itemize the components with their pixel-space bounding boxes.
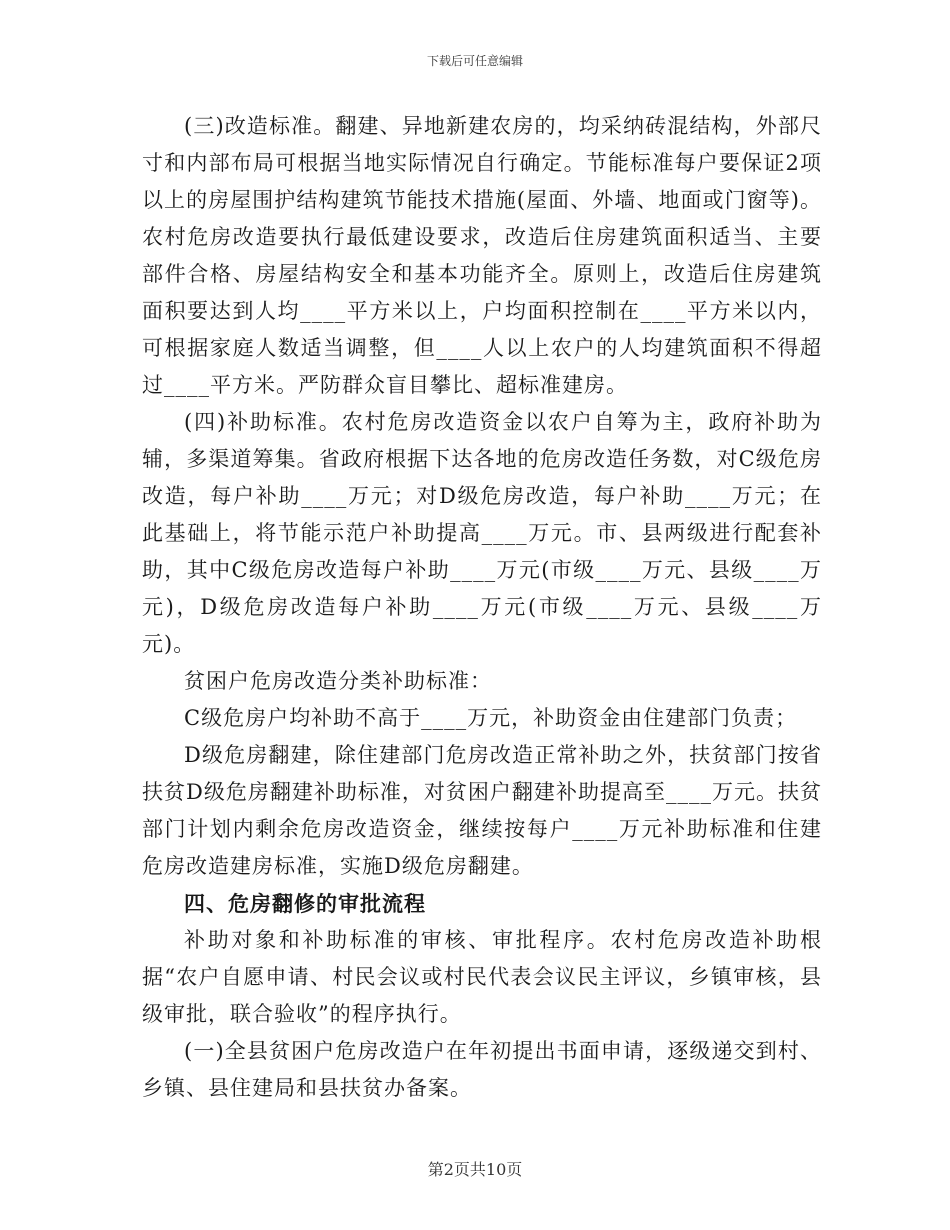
paragraph-subsidy-standard: (四)补助标准。农村危房改造资金以农户自筹为主，政府补助为辅，多渠道筹集。省政府根据下达各地的危房改造任务数，对C级危房改造，每户补助____万元；对D级危房改造，每户补助____万元；在此基础上，将节能示范户补助提高____万元。市、县两级进行配套补助，其中C级危房改造每户补助____万元(市级____万元、县级____万元)，D级危房改造每户补助____万元(市级____万元、县级____万元)。: [142, 410, 822, 656]
paragraph-renovation-standard: (三)改造标准。翻建、异地新建农房的，均采纳砖混结构，外部尺寸和内部布局可根据当地实际情况自行确定。节能标准每户要保证2项以上的房屋围护结构建筑节能技术措施(屋面、外墙、地面或门窗等)。农村危房改造要执行最低建设要求，改造后住房建筑面积适当、主要部件合格、房屋结构安全和基本功能齐全。原则上，改造后住房建筑面积要达到人均____平方米以上，户均面积控制在____平方米以内，可根据家庭人数适当调整，但____人以上农户的人均建筑面积不得超过____平方米。严防群众盲目攀比、超标准建房。: [142, 114, 822, 397]
paragraph-approval-procedure: 补助对象和补助标准的审核、审批程序。农村危房改造补助根据“农户自愿申请、村民会议或村民代表会议民主评议，乡镇审核，县级审批，联合验收”的程序执行。: [142, 928, 822, 1026]
paragraph-poor-household-intro: 贫困户危房改造分类补助标准：: [184, 669, 492, 693]
document-body: [142, 108, 822, 1107]
paragraph-c-level-subsidy: C级危房户均补助不高于____万元，补助资金由住建部门负责；: [184, 706, 798, 730]
page-header: 下载后可任意编辑: [426, 54, 523, 68]
page-footer: 第2页共10页: [427, 1160, 523, 1179]
paragraph-d-level-rebuild: D级危房翻建，除住建部门危房改造正常补助之外，扶贫部门按省扶贫D级危房翻建补助标准，对贫困户翻建补助提高至____万元。扶贫部门计划内剩余危房改造资金，继续按每户____万元补助标准和住建危房改造建房标准，实施D级危房翻建。: [142, 743, 822, 878]
paragraph-application-step-one: (一)全县贫困户危房改造户在年初提出书面申请，逐级递交到村、乡镇、县住建局和县扶贫办备案。: [142, 1039, 822, 1100]
section-heading-approval-process: 四、危房翻修的审批流程: [184, 891, 426, 916]
